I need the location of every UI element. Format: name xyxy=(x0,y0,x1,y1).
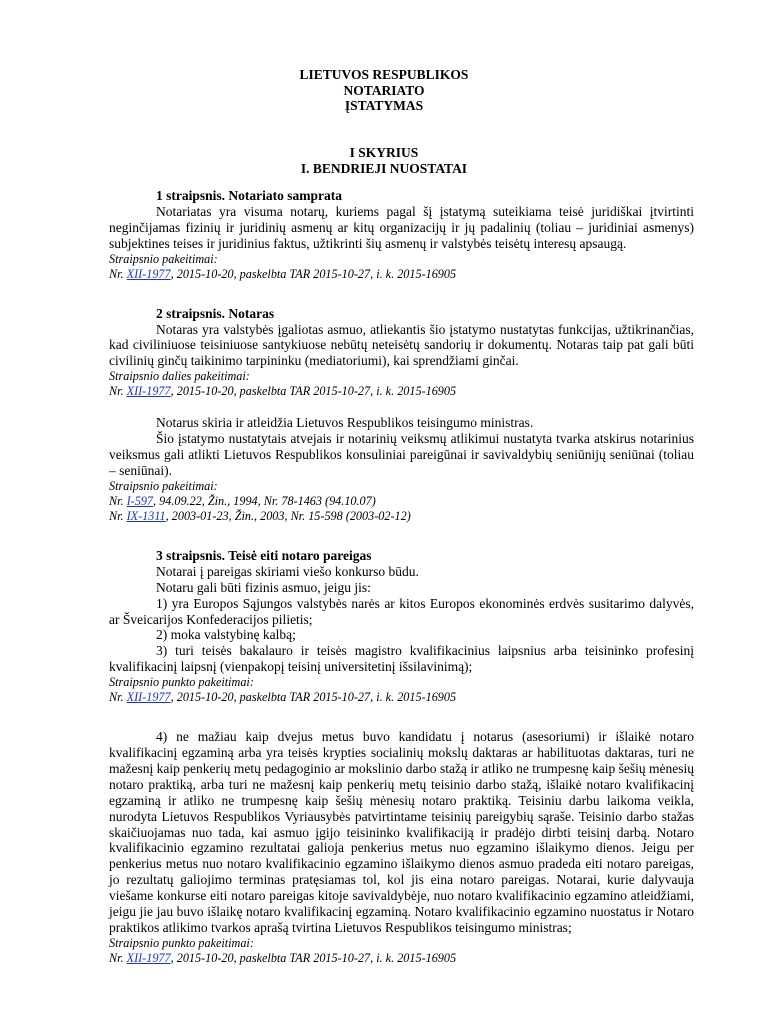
paragraph: Notaras yra valstybės įgaliotas asmuo, atliekantis šio įstatymo nustatytas funkcijas, užtikrinančias, kad civiliniuose teisiniuose santykiuose nebūtų neteisėtų sandorių ir dokumentų. Notaras taip pat gali būti civilinių ginčų taikinimo tarpininku (mediatoriumi), kai sprendžiami ginčai. xyxy=(109,321,694,369)
list-item: 3) turi teisės bakalauro ir teisės magistro kvalifikacinius laipsnius arba teisininko profesinį kvalifikacinį laipsnį (vienpakopį teisinį universitetinį išsilavinimą); xyxy=(109,643,694,675)
header-line-2: NOTARIATO xyxy=(343,82,425,98)
article-1 xyxy=(109,188,694,282)
amendment-entry xyxy=(109,690,694,705)
amendment-details: , 2015-10-20, paskelbta TAR 2015-10-27, i. k. 2015-16905 xyxy=(170,690,457,705)
paragraph: Notariatas yra visuma notarų, kuriems pagal šį įstatymą suteikiama teisė juridiškai įtvirtinti neginčijamas fizinių ir juridinių asmenų ar kitų organizacijų ir jų padalinių (toliau – juridiniai asmenys) subjektines teises ir juridinius faktus, užtikrinti šių asmenų ir valstybės teisėtų interesų apsaugą. xyxy=(109,203,694,251)
amendment-details: , 2015-10-20, paskelbta TAR 2015-10-27, i. k. 2015-16905 xyxy=(170,384,457,399)
article-title: 2 straipsnis. Notaras xyxy=(156,305,275,321)
amendment-prefix: Nr. xyxy=(109,950,127,965)
chapter-number: I SKYRIUS xyxy=(349,145,419,160)
article-3 xyxy=(109,548,694,966)
amendment-prefix: Nr. xyxy=(109,690,127,705)
document-body xyxy=(109,188,694,966)
spacer xyxy=(109,399,694,415)
paragraph: Notarus skiria ir atleidžia Lietuvos Respublikos teisingumo ministras. xyxy=(156,415,534,431)
amendment-entry xyxy=(109,384,694,399)
paragraph: Šio įstatymo nustatytais atvejais ir notarinių veiksmų atlikimui nustatyta tvarka atskirus notarinius veiksmus gali atlikti Lietuvos Respublikos konsuliniai pareigūnai ir savivaldybių seniūnijų seniūnai (toliau – seniūnai). xyxy=(109,431,694,478)
paragraph: Notaru gali būti fizinis asmuo, jeigu jis: xyxy=(156,579,371,595)
amendment-entry xyxy=(109,951,694,966)
list-item: 2) moka valstybinę kalbą; xyxy=(156,627,296,643)
amendment-label: Straipsnio pakeitimai: xyxy=(109,478,218,493)
amendment-details: , 2003-01-23, Žin., 2003, Nr. 15-598 (2003-02-12) xyxy=(165,508,411,523)
article-title: 3 straipsnis. Teisė eiti notaro pareigas xyxy=(156,547,372,563)
spacer xyxy=(109,282,694,306)
amendment-label: Straipsnio punkto pakeitimai: xyxy=(109,935,254,950)
spacer xyxy=(109,705,694,729)
amendment-link[interactable]: XII-1977 xyxy=(126,384,171,399)
header-line-3: ĮSTATYMAS xyxy=(344,98,424,113)
list-item: 4) ne mažiau kaip dvejus metus buvo kandidatu į notarus (asesoriumi) ir išlaikė notaro kvalifikacinį egzaminą arba yra teisės krypties socialinių mokslų daktaras ar habilituotas daktaras, turi ne mažesnį kaip penkerių metų pedagoginio ar mokslinio darbo stažą ir atliko ne trumpesnę kaip šešių mėnesių notaro praktiką, arba turi ne mažesnį kaip penkerių metų teisinio darbo stažą, išlaikė notaro kvalifikacinį egzaminą ir atliko ne trumpesnę kaip šešių mėnesių notaro praktiką. Teisiniu darbu laikoma veikla, nurodyta Lietuvos Respublikos Vyriausybės patvirtintame teisinių pareigybių sąraše. Teisinio darbo stažas skaičiuojamas nuo tada, kai asmuo įgijo teisininko kvalifikaciją ir pradėjo dirbti teisinį darbą. Notaro kvalifikacinio egzamino rezultatai galioja penkerius metus nuo egzamino išlaikymo dienos. Jeigu per penkerius metus nuo notaro kvalifikacinio egzamino išlaikymo dienos asmuo pradeda eiti notaro pareigas, jo rezultatų galiojimo terminas pratęsiamas tol, kol jis eina notaro pareigas. Notarai, kurie dalyvauja viešame konkurse eiti notaro pareigas kitoje savivaldybėje, nuo notaro kvalifikacinio egzamino atleidžiami, jeigu jie jau buvo išlaikę notaro kvalifikacinį egzaminą. Notaro kvalifikacinio egzamino nuostatus ir Notaro praktikos atlikimo tvarkos aprašą tvirtina Lietuvos Respublikos teisingumo ministras; xyxy=(109,729,694,935)
amendment-link[interactable]: IX-1311 xyxy=(126,508,166,523)
amendment-details: , 2015-10-20, paskelbta TAR 2015-10-27, i. k. 2015-16905 xyxy=(170,950,457,965)
article-title: 1 straipsnis. Notariato samprata xyxy=(156,188,342,203)
amendment-link[interactable]: XII-1977 xyxy=(126,266,171,281)
header-line-1: LIETUVOS RESPUBLIKOS xyxy=(299,67,469,82)
chapter-title: I. BENDRIEJI NUOSTATAI xyxy=(300,160,468,176)
amendment-link[interactable]: XII-1977 xyxy=(126,690,171,705)
paragraph: Notarai į pareigas skiriami viešo konkurso būdu. xyxy=(156,563,419,579)
article-2 xyxy=(109,306,694,524)
amendment-prefix: Nr. xyxy=(109,266,127,281)
amendment-link[interactable]: XII-1977 xyxy=(126,950,171,965)
amendment-prefix: Nr. xyxy=(109,384,127,399)
spacer xyxy=(109,524,694,548)
amendment-link[interactable]: I-597 xyxy=(126,493,154,508)
amendment-label: Straipsnio punkto pakeitimai: xyxy=(109,675,254,690)
amendment-entry xyxy=(109,509,694,524)
amendment-details: , 2015-10-20, paskelbta TAR 2015-10-27, i. k. 2015-16905 xyxy=(170,266,457,281)
chapter-heading xyxy=(0,145,768,176)
amendment-label: Straipsnio pakeitimai: xyxy=(109,251,218,266)
amendment-prefix: Nr. xyxy=(109,493,127,508)
amendment-prefix: Nr. xyxy=(109,508,127,523)
amendment-entry xyxy=(109,267,694,282)
law-header xyxy=(0,67,768,114)
amendment-label: Straipsnio dalies pakeitimai: xyxy=(109,369,250,384)
amendment-entry xyxy=(109,494,694,509)
amendment-details: , 94.09.22, Žin., 1994, Nr. 78-1463 (94.10.07) xyxy=(153,493,376,508)
list-item: 1) yra Europos Sąjungos valstybės narės ar kitos Europos ekonominės erdvės susitarimo dalyvės, ar Šveicarijos Konfederacijos pilietis; xyxy=(109,595,694,627)
